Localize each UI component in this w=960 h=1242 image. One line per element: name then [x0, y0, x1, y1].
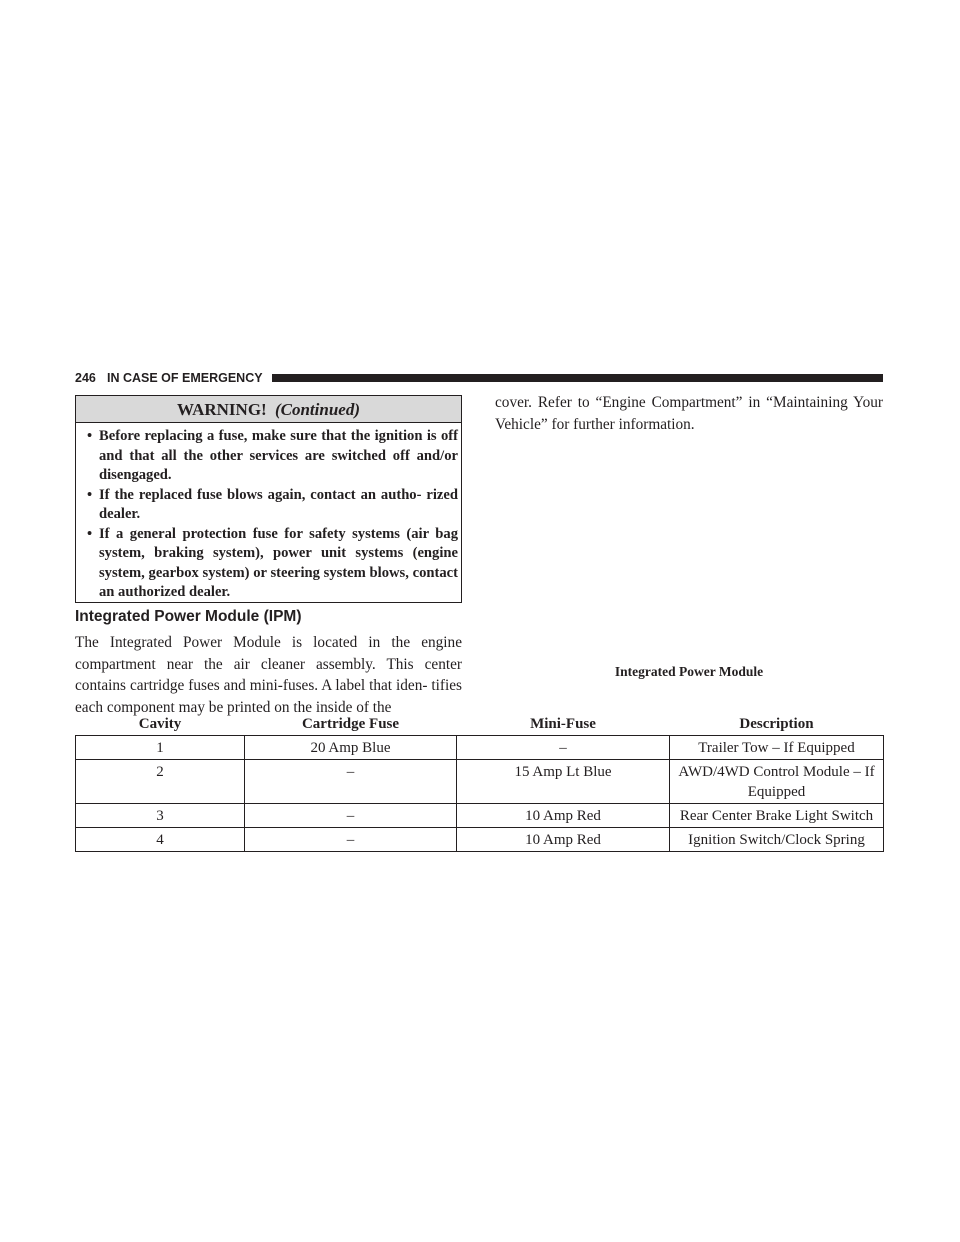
cartridge-fuse-cell: 20 Amp Blue: [245, 736, 457, 760]
warning-label: WARNING!: [176, 400, 267, 419]
cavity-cell: 4: [76, 828, 245, 852]
page-number: 246: [75, 371, 96, 385]
warning-item: [87, 427, 458, 486]
table-row: [76, 804, 884, 828]
cavity-cell: 2: [76, 760, 245, 804]
cartridge-fuse-cell: –: [245, 828, 457, 852]
table-header-row: [76, 712, 884, 736]
description-cell: AWD/4WD Control Module – If Equipped: [670, 760, 884, 804]
warning-item: [87, 486, 458, 525]
body-paragraph-left: The Integrated Power Module is located in the engine compartment near the air cleaner assembly. This center contains cartridge fuses and mini-fuses. A label that iden- tifies each component may be printed on the inside of the: [75, 634, 462, 716]
column-header-mini-fuse: Mini-Fuse: [457, 712, 670, 736]
warning-title: [76, 396, 461, 423]
figure-caption: Integrated Power Module: [614, 664, 764, 679]
fuse-table: [75, 712, 884, 852]
cavity-cell: 3: [76, 804, 245, 828]
bullet-icon: •: [87, 525, 93, 542]
bullet-icon: •: [87, 486, 93, 503]
table-row: [76, 760, 884, 804]
body-paragraph-right: cover. Refer to “Engine Compartment” in “Maintaining Your Vehicle” for further information.: [495, 394, 883, 433]
page-header: [75, 370, 883, 386]
section-title: IN CASE OF EMERGENCY: [107, 371, 263, 385]
warning-box: [75, 395, 462, 603]
mini-fuse-cell: –: [457, 736, 670, 760]
column-header-cavity: Cavity: [76, 712, 245, 736]
cartridge-fuse-cell: –: [245, 804, 457, 828]
mini-fuse-cell: 10 Amp Red: [457, 804, 670, 828]
column-header-description: Description: [670, 712, 884, 736]
table-row: [76, 828, 884, 852]
warning-list: [76, 423, 461, 603]
warning-item-text: Before replacing a fuse, make sure that the ignition is off and that all the other services are switched off and/or disengaged.: [99, 428, 458, 483]
description-cell: Trailer Tow – If Equipped: [670, 736, 884, 760]
header-rule: [272, 374, 883, 382]
section-heading: Integrated Power Module (IPM): [75, 608, 302, 625]
warning-continued-label: (Continued): [274, 400, 360, 419]
description-cell: Rear Center Brake Light Switch: [670, 804, 884, 828]
bullet-icon: •: [87, 428, 93, 444]
warning-item: [87, 525, 458, 603]
mini-fuse-cell: 15 Amp Lt Blue: [457, 760, 670, 804]
fuse-table-header: [76, 712, 884, 736]
description-cell: Ignition Switch/Clock Spring: [670, 828, 884, 852]
cartridge-fuse-cell: –: [245, 760, 457, 804]
warning-item-text: If a general protection fuse for safety systems (air bag system, braking system), power unit systems (engine system, gearbox system) or steering system blows, contact an authorized dealer.: [99, 525, 458, 600]
column-header-cartridge-fuse: Cartridge Fuse: [245, 712, 457, 736]
table-row: [76, 736, 884, 760]
mini-fuse-cell: 10 Amp Red: [457, 828, 670, 852]
warning-item-text: If the replaced fuse blows again, contact an autho- rized dealer.: [99, 486, 458, 522]
cavity-cell: 1: [76, 736, 245, 760]
fuse-table-body: [76, 736, 884, 852]
